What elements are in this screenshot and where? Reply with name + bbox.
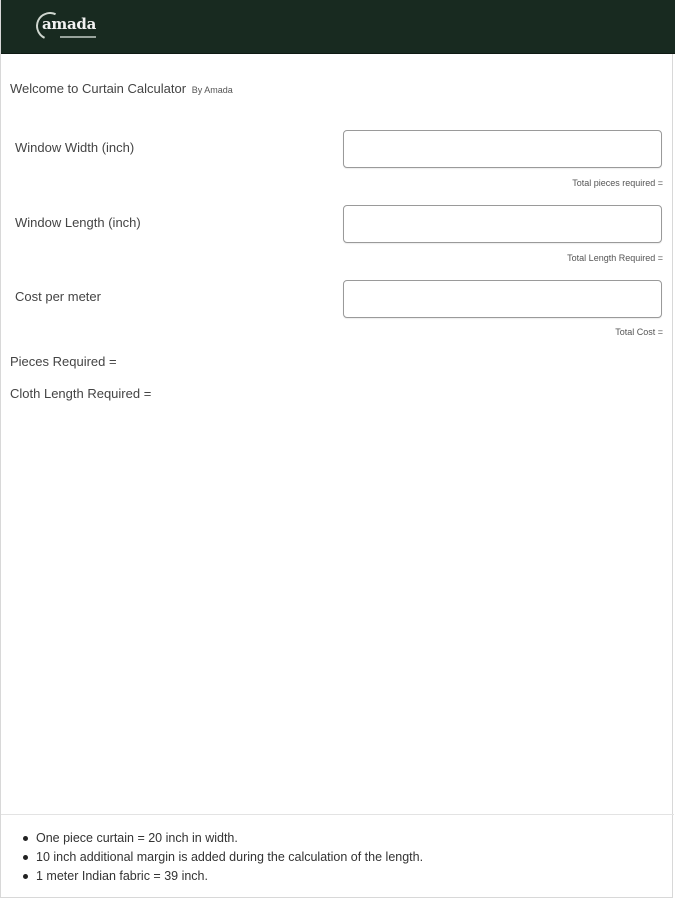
window-width-input[interactable] [343, 130, 662, 168]
window-length-input[interactable] [343, 205, 662, 243]
total-length-result: Total Length Required = [567, 253, 663, 263]
bullet-icon [23, 855, 28, 860]
notes-footer [1, 814, 674, 898]
welcome-title: Welcome to Curtain Calculator [10, 81, 187, 96]
note-item: One piece curtain = 20 inch in width. [36, 829, 423, 848]
note-item: 1 meter Indian fabric = 39 inch. [36, 867, 423, 886]
logo-tagline-mark [60, 36, 96, 38]
app-header [1, 0, 675, 54]
cost-per-meter-label: Cost per meter [15, 289, 101, 304]
pieces-required-summary: Pieces Required = [10, 354, 117, 369]
window-width-label: Window Width (inch) [15, 140, 135, 155]
cloth-length-required-summary: Cloth Length Required = [10, 386, 152, 401]
bullet-icon [23, 836, 28, 841]
welcome-heading [10, 81, 233, 96]
total-pieces-result: Total pieces required = [572, 178, 663, 188]
bullet-icon [23, 874, 28, 879]
welcome-byline: By Amada [191, 85, 233, 95]
notes-list [1, 829, 423, 886]
note-item: 10 inch additional margin is added during the calculation of the length. [36, 848, 423, 867]
logo-text: amada [42, 15, 97, 33]
total-cost-result: Total Cost = [615, 327, 663, 337]
window-length-label: Window Length (inch) [15, 215, 141, 230]
amada-logo[interactable] [36, 12, 100, 44]
cost-per-meter-input[interactable] [343, 280, 662, 318]
